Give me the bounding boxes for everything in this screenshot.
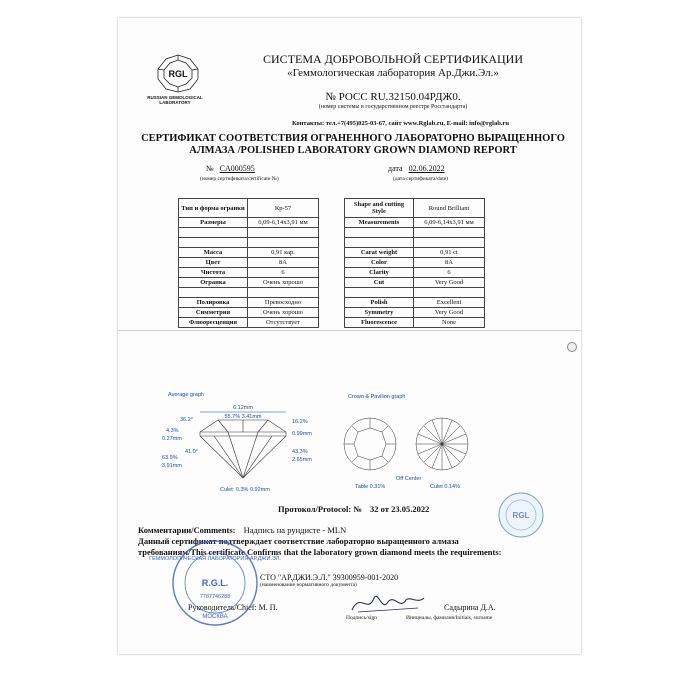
- row-value: Round Brilliant: [414, 199, 485, 218]
- row-label: Флюоресценция: [179, 318, 248, 328]
- organization-stamp: [149, 538, 281, 628]
- stamp-rgl: R.G.L.: [201, 578, 229, 588]
- crown-pavilion-title: Crown & Pavilion graph: [348, 394, 406, 400]
- row-label: Цвет: [179, 258, 248, 268]
- row-value: [248, 288, 319, 298]
- table-row: [179, 298, 319, 308]
- pavilion-angle-label: 41.0°: [185, 449, 198, 455]
- table-row: [345, 318, 485, 328]
- row-label: Размеры: [179, 218, 248, 228]
- protocol-row: [278, 504, 429, 514]
- certificate-number-note: (номер сертификата/certificate №): [200, 176, 279, 182]
- girdle-pct-label: 4.3%: [166, 428, 179, 434]
- culet-off-label: Culet 0.14%: [430, 484, 460, 490]
- protocol-number: 32 от 23.05.2022: [370, 504, 430, 514]
- row-value: Превосходно: [248, 298, 319, 308]
- certificate-date-note: (дата сертификата/date): [393, 176, 449, 182]
- crown-pavilion-diagram: [340, 404, 470, 494]
- row-value: Excellent: [414, 298, 485, 308]
- table-row: [179, 318, 319, 328]
- table-row: [345, 288, 485, 298]
- punch-hole: [567, 342, 577, 352]
- proportions-diagram: [158, 398, 328, 498]
- row-label: [345, 288, 414, 298]
- depth-pct-label: 63.9%: [162, 455, 178, 461]
- table-row: [179, 218, 319, 228]
- handwritten-signature: [348, 588, 428, 618]
- comments-line2: Данный сертификат подтверждает соответствие лабораторно выращенного алмаза: [138, 536, 459, 546]
- average-graph-title: Average graph: [168, 392, 204, 398]
- table-row: [345, 199, 485, 218]
- row-value: 8A: [414, 258, 485, 268]
- certificate-date: 02.06.2022: [408, 164, 445, 173]
- crown-angle-label: 36.2°: [180, 417, 193, 423]
- table-row: [179, 308, 319, 318]
- table-label: 55.7% 3.41mm: [224, 414, 262, 420]
- girdle-mm-label: 0.27mm: [162, 436, 182, 442]
- table-row: [345, 228, 485, 238]
- date-prefix: дата: [388, 164, 403, 173]
- row-label: Масса: [179, 248, 248, 258]
- row-label: Тип и форма огранки: [179, 199, 248, 218]
- row-label: [179, 228, 248, 238]
- row-value: 0,91 ct: [414, 248, 485, 258]
- row-label: Shape and cutting Style: [345, 199, 414, 218]
- pavilion-mm-label: 2.65mm: [292, 457, 312, 463]
- comments-line3: требованиям/This certificate Confirms that the laboratory grown diamond meets the requirements:: [138, 547, 502, 557]
- row-label: [179, 238, 248, 248]
- row-value: 6: [248, 268, 319, 278]
- table-row: [179, 238, 319, 248]
- rgl-logo: [155, 53, 201, 93]
- table-row: [179, 268, 319, 278]
- hologram-text: RGL: [512, 511, 530, 520]
- table-row: [179, 248, 319, 258]
- row-label: Cut: [345, 278, 414, 288]
- row-label: [345, 238, 414, 248]
- row-label: Clarity: [345, 268, 414, 278]
- properties-table-ru: [178, 198, 319, 328]
- crown-pct-label: 16.2%: [292, 419, 308, 425]
- off-center-label: Off Center: [396, 476, 422, 482]
- stamp-inn: 7787746288: [199, 594, 231, 600]
- logo-caption: RUSSIAN GEMOLOGICAL LABORATORY: [147, 95, 203, 105]
- row-label: Polish: [345, 298, 414, 308]
- row-value: Кр-57: [248, 199, 319, 218]
- row-label: Color: [345, 258, 414, 268]
- table-row: [345, 298, 485, 308]
- fold-line: [118, 330, 581, 331]
- table-row: [179, 228, 319, 238]
- sign-note: Подпись/sign: [346, 615, 377, 621]
- pavilion-pct-label: 43.3%: [292, 449, 308, 455]
- comments-value: Надпись на рундисте - MLN: [243, 525, 347, 535]
- protocol-label: Протокол/Protocol: №: [278, 504, 362, 514]
- crown-mm-label: 0.99mm: [292, 431, 312, 437]
- contacts: Контакты: тел.+7(495)025-03-67, сайт www.Rglab.ru, E-mail: info@rglab.ru: [292, 120, 509, 127]
- row-value: Отсутствует: [248, 318, 319, 328]
- certificate-page: [118, 18, 581, 654]
- report-title-line2: АЛМАЗА /POLISHED LABORATORY GROWN DIAMOND REPORT: [189, 145, 517, 156]
- table-row: [345, 248, 485, 258]
- table-row: [179, 199, 319, 218]
- report-title: [138, 133, 568, 157]
- stamp-text: ГЕММОЛОГИЧЕСКАЯ ЛАБОРАТОРИЯ АР.ДЖИ.ЭЛ.: [149, 556, 281, 562]
- row-value: 0,91 кар.: [248, 248, 319, 258]
- table-row: [345, 238, 485, 248]
- row-value: 8А: [248, 258, 319, 268]
- row-value: Очень хорошо: [248, 278, 319, 288]
- report-title-line1: СЕРТИФИКАТ СООТВЕТСТВИЯ ОГРАНЕННОГО ЛАБОРАТОРНО ВЫРАЩЕННОГО: [141, 133, 565, 144]
- cert-prefix: №: [206, 164, 214, 173]
- row-label: Симметрия: [179, 308, 248, 318]
- culet-label: Culet: 0.3% 0.92mm: [220, 487, 270, 493]
- row-label: [345, 228, 414, 238]
- lab-name: «Геммологическая лаборатория Ар.Джи.Эл.»: [287, 67, 499, 79]
- row-value: [248, 228, 319, 238]
- row-value: [414, 238, 485, 248]
- name-note: Инициалы, фамилия/Initials, surname: [406, 615, 493, 621]
- row-label: Полировка: [179, 298, 248, 308]
- table-row: [179, 288, 319, 298]
- row-value: 6: [414, 268, 485, 278]
- row-label: Fluorescence: [345, 318, 414, 328]
- stamp-city: МОСКВА: [202, 614, 228, 620]
- comments-label: Комментарии/Comments:: [138, 525, 236, 535]
- row-label: Чистота: [179, 268, 248, 278]
- table-row: [345, 258, 485, 268]
- row-value: [248, 238, 319, 248]
- row-value: 6,09-6,14х3,91 мм: [414, 218, 485, 228]
- diameter-label: 6.12mm: [233, 405, 253, 411]
- properties-table-en: [344, 198, 485, 328]
- certificate-number: CA000595: [219, 164, 255, 173]
- row-value: Very Good: [414, 308, 485, 318]
- system-title: СИСТЕМА ДОБРОВОЛЬНОЙ СЕРТИФИКАЦИИ: [263, 52, 523, 66]
- certificate-number-row: [206, 164, 255, 173]
- table-row: [345, 268, 485, 278]
- row-value: 6,09-6,14х3,91 мм: [248, 218, 319, 228]
- head-label: Руководитель/Chief: М. П.: [188, 603, 278, 612]
- standard-value: СТО "АР.ДЖИ.Э.Л." 39300959-001-2020: [260, 573, 399, 582]
- row-label: [179, 288, 248, 298]
- table-row: [345, 278, 485, 288]
- row-label: Carat weight: [345, 248, 414, 258]
- signer-name: Садырина Д.А.: [444, 603, 496, 612]
- row-label: Symmetry: [345, 308, 414, 318]
- table-row: [179, 278, 319, 288]
- registry-number: № РОСС RU.32150.04РДЖ0.: [325, 91, 461, 103]
- row-value: [414, 288, 485, 298]
- table-row: [179, 258, 319, 268]
- depth-mm-label: 3.91mm: [162, 463, 182, 469]
- row-label: Огранка: [179, 278, 248, 288]
- row-value: None: [414, 318, 485, 328]
- row-value: Very Good: [414, 278, 485, 288]
- row-label: Measurements: [345, 218, 414, 228]
- standard-note: (наименование нормативного документа): [260, 582, 357, 588]
- table-row: [345, 218, 485, 228]
- row-value: Очень хорошо: [248, 308, 319, 318]
- certificate-date-row: [388, 164, 445, 173]
- table-row: [345, 308, 485, 318]
- row-value: [414, 228, 485, 238]
- registry-note: (номер системы в государственном реестре Росстандарта): [318, 104, 468, 110]
- logo-text: RGL: [168, 69, 188, 79]
- table-off-label: Table 0.31%: [355, 484, 386, 490]
